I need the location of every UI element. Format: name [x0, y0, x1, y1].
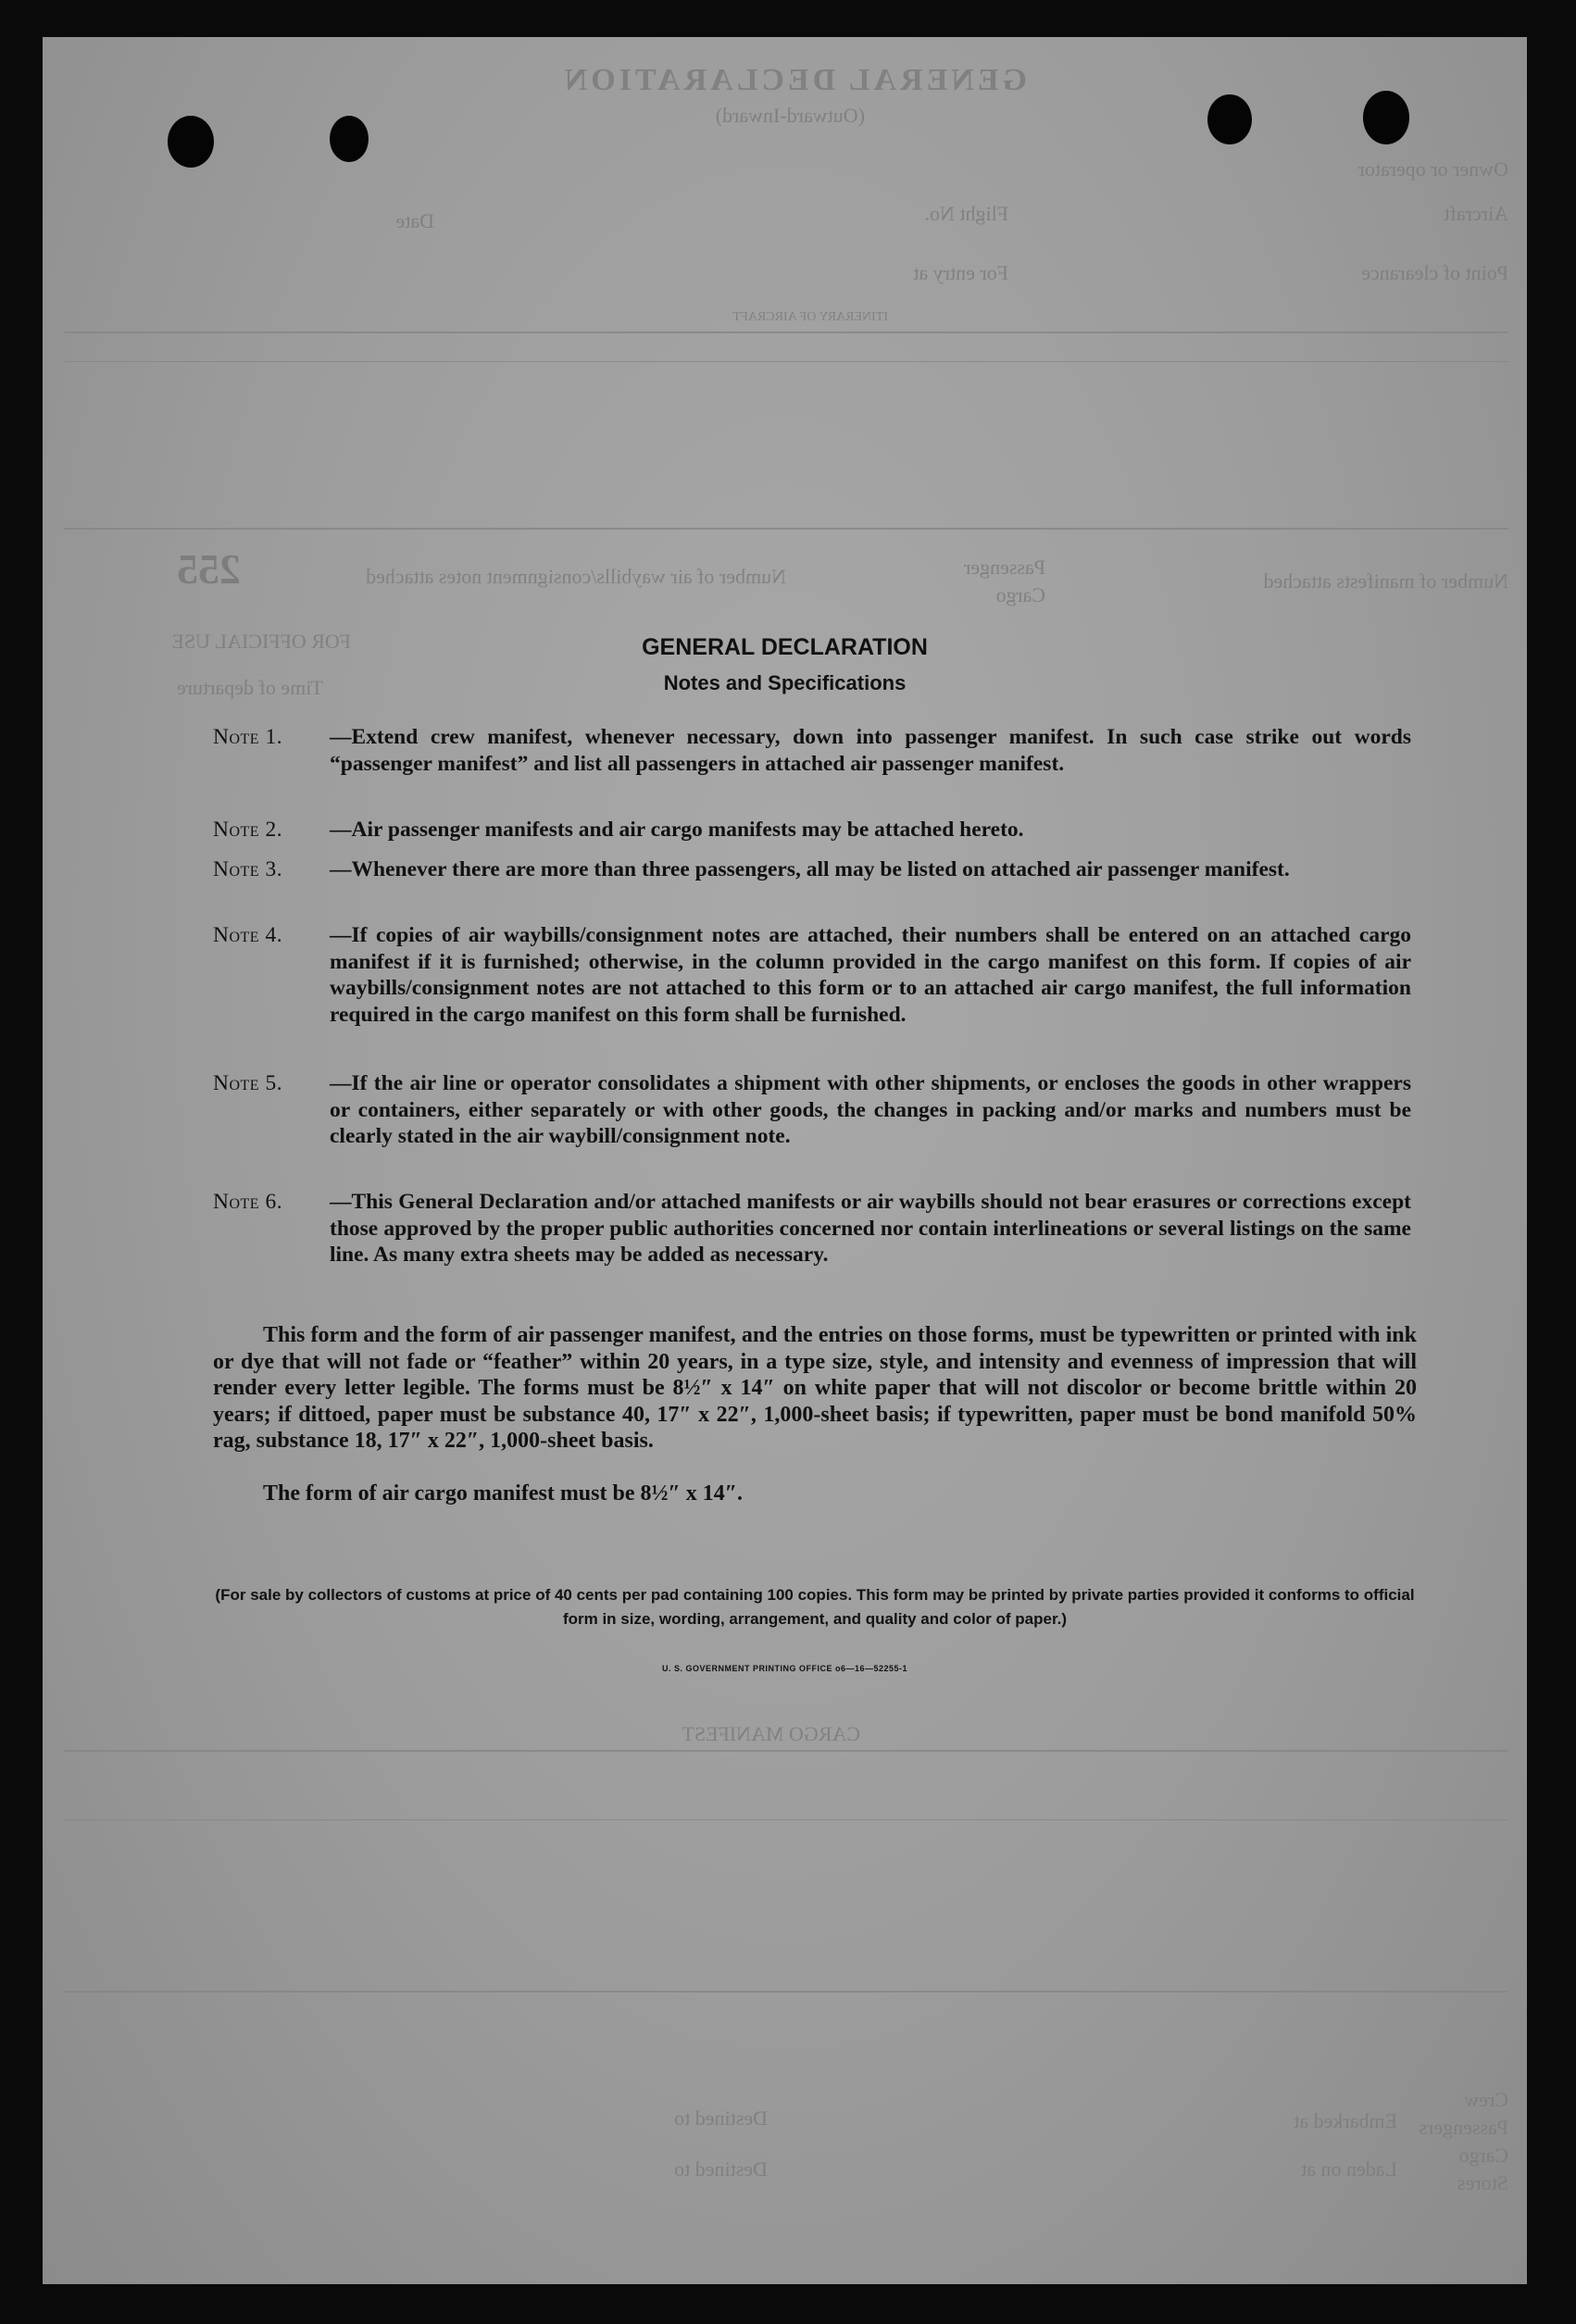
note-5 [213, 1070, 1417, 1150]
bleed-label: Time of departure [176, 676, 323, 699]
bleed-label: Passenger [964, 556, 1045, 579]
note-text: —Extend crew manifest, whenever necessary, down into passenger manifest. In such case strike out words “passenger manifest” and list all passengers in attached air passenger manifest. [330, 725, 1411, 776]
bleed-rule [64, 1991, 1508, 1993]
bleed-label: Number of manifests attached [1263, 569, 1508, 593]
note-label: Note 1. [213, 725, 283, 749]
bleed-rule [64, 1750, 1508, 1752]
bleed-label: For entry at [913, 261, 1008, 284]
note-4 [213, 922, 1417, 1028]
note-label: Note 6. [213, 1190, 283, 1214]
note-label: Note 3. [213, 857, 283, 881]
bleed-label: Aircraft [1444, 202, 1508, 225]
bleed-label: Laden on at [1301, 2157, 1397, 2180]
bleed-rule [64, 528, 1508, 530]
bleed-label: Crew [1464, 2088, 1508, 2111]
bleed-label: Owner or operator [1357, 157, 1508, 181]
bleed-title: GENERAL DECLARATION [560, 63, 1027, 97]
bleed-label: Destined to [674, 2106, 768, 2130]
stamped-number: 255 [177, 545, 241, 593]
note-label: Note 4. [213, 923, 283, 947]
bleed-label: Cargo [995, 583, 1045, 606]
bleed-label: CARGO MANIFEST [682, 1722, 860, 1745]
bleed-label: Point of clearance [1361, 261, 1508, 284]
note-6 [213, 1189, 1417, 1268]
printing-office-line: U. S. GOVERNMENT PRINTING OFFICE o6—16—52255-1 [661, 1664, 908, 1673]
page-title: GENERAL DECLARATION [642, 634, 928, 660]
bleed-label: Flight No. [924, 202, 1008, 225]
bleed-label: Embarked at [1294, 2109, 1397, 2132]
note-text: —Air passenger manifests and air cargo manifests may be attached hereto. [330, 818, 1024, 842]
note-2 [213, 817, 1417, 843]
sale-notice: (For sale by collectors of customs at price of 40 cents per pad containing 100 copies. This form may be printed by private parties provided it conforms to official form in size, wording, arrangement, and quality and color of paper.) [215, 1586, 1415, 1628]
bleed-label: ITINERARY OF AIRCRAFT [732, 310, 888, 324]
bleed-label: FOR OFFICIAL USE [171, 630, 351, 653]
bleed-label: Cargo [1458, 2143, 1508, 2167]
note-text: —This General Declaration and/or attached manifests or air waybills should not bear erasures or corrections except those approved by the proper public authorities concerned nor contain interlineations or several listings on the same line. As many extra sheets may be added as necessary. [330, 1190, 1411, 1267]
cargo-manifest-size-line: The form of air cargo manifest must be 8½″ x 14″. [263, 1481, 743, 1506]
bleed-label: Date [395, 209, 434, 232]
note-label: Note 5. [213, 1071, 283, 1095]
note-text: —If copies of air waybills/consignment notes are attached, their numbers shall be entered on an attached cargo manifest if it is furnished; otherwise, in the column provided in the cargo manifest on this form. If copies of air waybills/consignment notes are not attached to this form or to an attached air cargo manifest, the full information required in the cargo manifest on this form shall be furnished. [330, 923, 1411, 1027]
bleed-label: Number of air waybills/consignment notes attached [366, 565, 786, 588]
note-text: —If the air line or operator consolidates a shipment with other shipments, or encloses the goods in other wrappers or containers, either separately or with other goods, the changes in packing and/or marks and numbers must be clearly stated in the air waybill/consignment note. [330, 1071, 1411, 1148]
bleed-label: Destined to [674, 2157, 768, 2180]
bleed-through-layer [43, 37, 1527, 2284]
bleed-subtitle: (Outward-Inward) [715, 104, 865, 127]
form-specification-paragraph: This form and the form of air passenger manifest, and the entries on those forms, must be typewritten or printed with ink or dye that will not fade or “feather” within 20 years, in a type size, style, and intensity and evenness of impression that will render every letter legible. The forms must be 8½″ x 14″ on white paper that will not discolor or become brittle within 20 years; if dittoed, paper must be substance 40, 17″ x 22″, 1,000-sheet basis; if typewritten, paper must be bond manifold 50% rag, substance 18, 17″ x 22″, 1,000-sheet basis. [213, 1323, 1417, 1453]
note-3 [213, 856, 1417, 883]
bleed-label: Stores [1457, 2171, 1508, 2194]
note-label: Note 2. [213, 818, 283, 842]
note-text: —Whenever there are more than three passengers, all may be listed on attached air passenger manifest. [330, 857, 1290, 881]
bleed-rule [64, 1819, 1508, 1820]
bleed-rule [64, 361, 1508, 362]
bleed-label: Passengers [1419, 2116, 1508, 2139]
bleed-rule [64, 331, 1508, 333]
document-page [43, 37, 1527, 2284]
note-1 [213, 724, 1417, 777]
page-subtitle: Notes and Specifications [663, 671, 907, 694]
